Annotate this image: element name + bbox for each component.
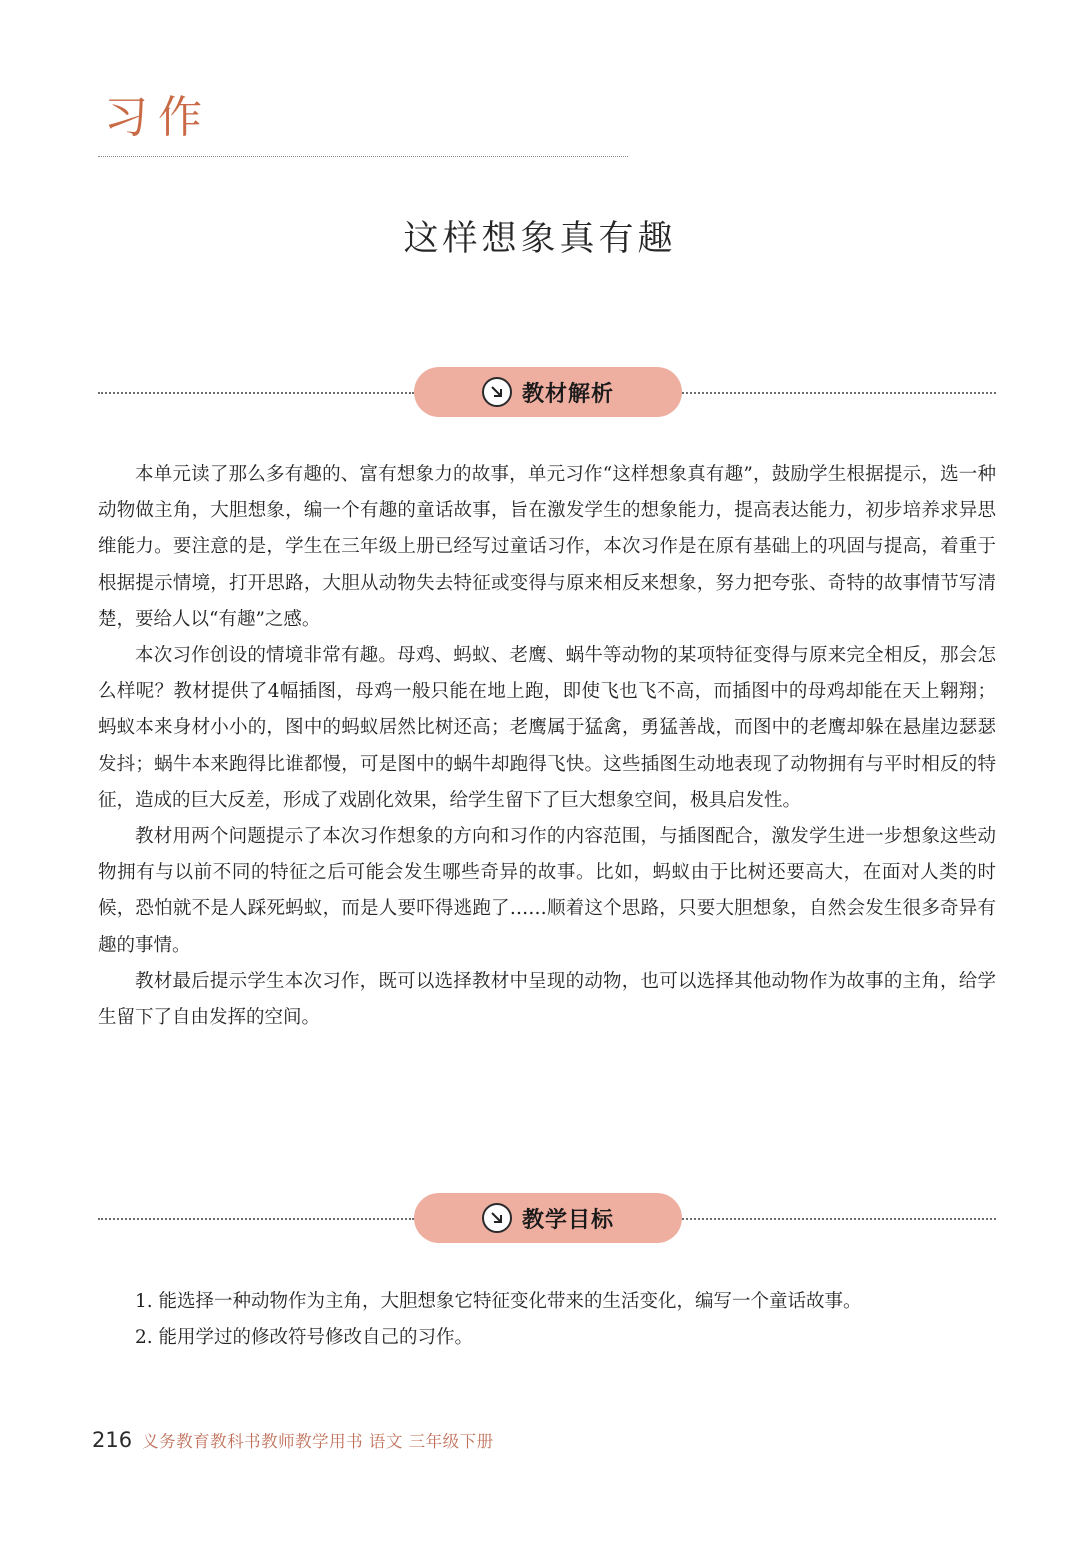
- book-title: 义务教育教科书教师教学用书 语文 三年级下册: [142, 1432, 494, 1451]
- lesson-title: 这样想象真有趣: [403, 219, 677, 259]
- goals-body: [98, 1284, 996, 1356]
- banner-pill: [414, 367, 682, 417]
- section-banner-goals: [98, 1193, 996, 1243]
- arrow-down-right-circle-icon: [482, 1203, 512, 1233]
- goal-item: 1. 能选择一种动物作为主角，大胆想象它特征变化带来的生活变化，编写一个童话故事。: [135, 1291, 862, 1312]
- paragraph: 本单元读了那么多有趣的、富有想象力的故事，单元习作“这样想象真有趣”，鼓励学生根据提示，选一种动物做主角，大胆想象，编一个有趣的童话故事，旨在激发学生的想象能力，提高表达能力，初步培养求异思维能力。要注意的是，学生在三年级上册已经写过童话习作，本次习作是在原有基础上的巩固与提高，着重于根据提示情境，打开思路，大胆从动物失去特征或变得与原来相反来想象，努力把夸张、奇特的故事情节写清楚，要给人以“有趣”之感。: [98, 464, 996, 630]
- banner-divider-left: [98, 1218, 414, 1220]
- title-divider: [98, 156, 628, 157]
- section-title: 习作: [104, 92, 212, 143]
- paragraph: 教材用两个问题提示了本次习作想象的方向和习作的内容范围，与插图配合，激发学生进一步想象这些动物拥有与以前不同的特征之后可能会发生哪些奇异的故事。比如，蚂蚁由于比树还要高大，在面对人类的时候，恐怕就不是人踩死蚂蚁，而是人要吓得逃跑了……顺着这个思路，只要大胆想象，自然会发生很多奇异有趣的事情。: [98, 826, 996, 956]
- banner-pill: [414, 1193, 682, 1243]
- banner-label: 教材解析: [521, 381, 614, 407]
- section-banner-analysis: [98, 367, 996, 417]
- goal-item: 2. 能用学过的修改符号修改自己的习作。: [135, 1327, 474, 1349]
- banner-divider-right: [682, 392, 996, 394]
- page-footer: [92, 1428, 494, 1452]
- banner-label: 教学目标: [521, 1207, 614, 1233]
- banner-divider-left: [98, 392, 414, 394]
- analysis-body: [98, 457, 996, 1036]
- paragraph: 教材最后提示学生本次习作，既可以选择教材中呈现的动物，也可以选择其他动物作为故事的主角，给学生留下了自由发挥的空间。: [98, 970, 996, 1029]
- arrow-down-right-circle-icon: [482, 377, 512, 407]
- paragraph: 本次习作创设的情境非常有趣。母鸡、蚂蚁、老鹰、蜗牛等动物的某项特征变得与原来完全相反，那会怎么样呢？教材提供了4幅插图，母鸡一般只能在地上跑，即使飞也飞不高，而插图中的母鸡却能在天上翱翔；蚂蚁本来身材小小的，图中的蚂蚁居然比树还高；老鹰属于猛禽，勇猛善战，而图中的老鹰却躲在悬崖边瑟瑟发抖；蜗牛本来跑得比谁都慢，可是图中的蜗牛却跑得飞快。这些插图生动地表现了动物拥有与平时相反的特征，造成的巨大反差，形成了戏剧化效果，给学生留下了巨大想象空间，极具启发性。: [98, 645, 996, 811]
- page-number: 216: [92, 1428, 133, 1452]
- banner-divider-right: [682, 1218, 996, 1220]
